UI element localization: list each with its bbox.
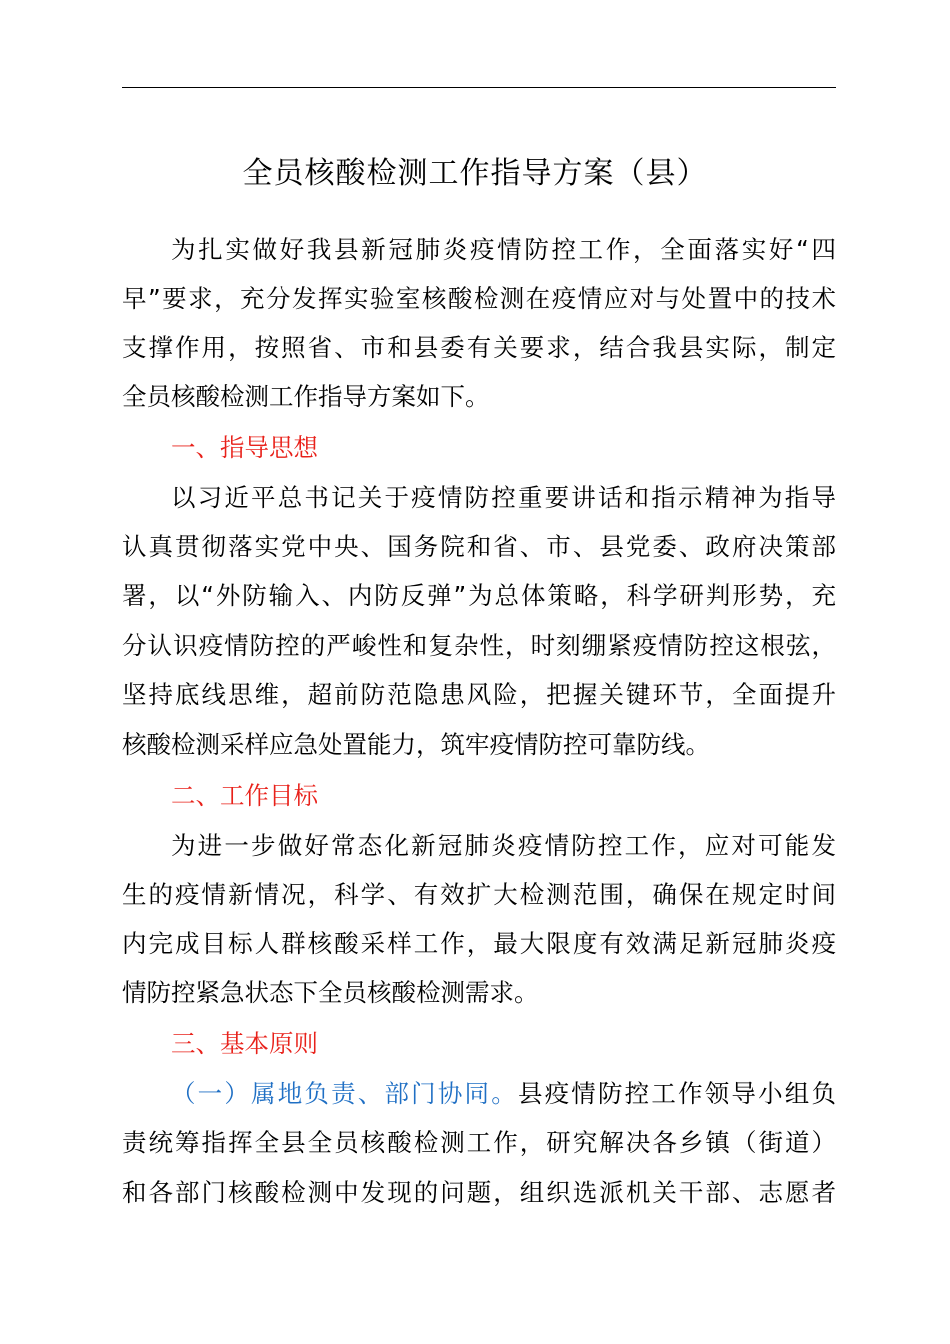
section-heading-basic-principles: 三、基本原则 [171, 1029, 318, 1058]
section1-line: 以习近平总书记关于疫情防控重要讲话和指示精神为指导 [171, 483, 836, 512]
section1-line: 坚持底线思维，超前防范隐患风险，把握关键环节，全面提升 [122, 680, 836, 709]
section3-line: 和各部门核酸检测中发现的问题，组织选派机关干部、志愿者 [122, 1178, 836, 1207]
section-heading-guiding-ideology: 一、指导思想 [171, 433, 318, 462]
section3-item1-first-line [171, 1076, 836, 1112]
section1-line: 认真贯彻落实党中央、国务院和省、市、县党委、政府决策部 [122, 532, 836, 561]
section1-line: 核酸检测采样应急处置能力，筑牢疫情防控可靠防线。 [122, 730, 710, 759]
section2-line: 情防控紧急状态下全员核酸检测需求。 [122, 978, 539, 1007]
header-rule [122, 87, 836, 88]
section-heading-work-goals: 二、工作目标 [171, 781, 318, 810]
section2-line: 为进一步做好常态化新冠肺炎疫情防控工作，应对可能发 [171, 831, 836, 860]
intro-line: 早”要求，充分发挥实验室核酸检测在疫情应对与处置中的技术 [122, 284, 836, 313]
section2-line: 内完成目标人群核酸采样工作，最大限度有效满足新冠肺炎疫 [122, 929, 836, 958]
intro-line: 为扎实做好我县新冠肺炎疫情防控工作，全面落实好“四 [171, 235, 836, 264]
intro-line: 全员核酸检测工作指导方案如下。 [122, 382, 490, 411]
section3-line: 责统筹指挥全县全员核酸检测工作，研究解决各乡镇（街道） [122, 1128, 836, 1157]
section2-line: 生的疫情新情况，科学、有效扩大检测范围，确保在规定时间 [122, 880, 836, 909]
intro-line: 支撑作用，按照省、市和县委有关要求，结合我县实际，制定 [122, 333, 836, 362]
item1-lead-title: （一）属地负责、部门协同。 [171, 1079, 518, 1108]
section1-line: 分认识疫情防控的严峻性和复杂性，时刻绷紧疫情防控这根弦， [122, 631, 836, 660]
item1-first-line-text: 县疫情防控工作领导小组负 [517, 1079, 836, 1108]
section1-line: 署，以“外防输入、内防反弹”为总体策略，科学研判形势，充 [122, 581, 836, 610]
document-title: 全员核酸检测工作指导方案（县） [242, 156, 708, 191]
